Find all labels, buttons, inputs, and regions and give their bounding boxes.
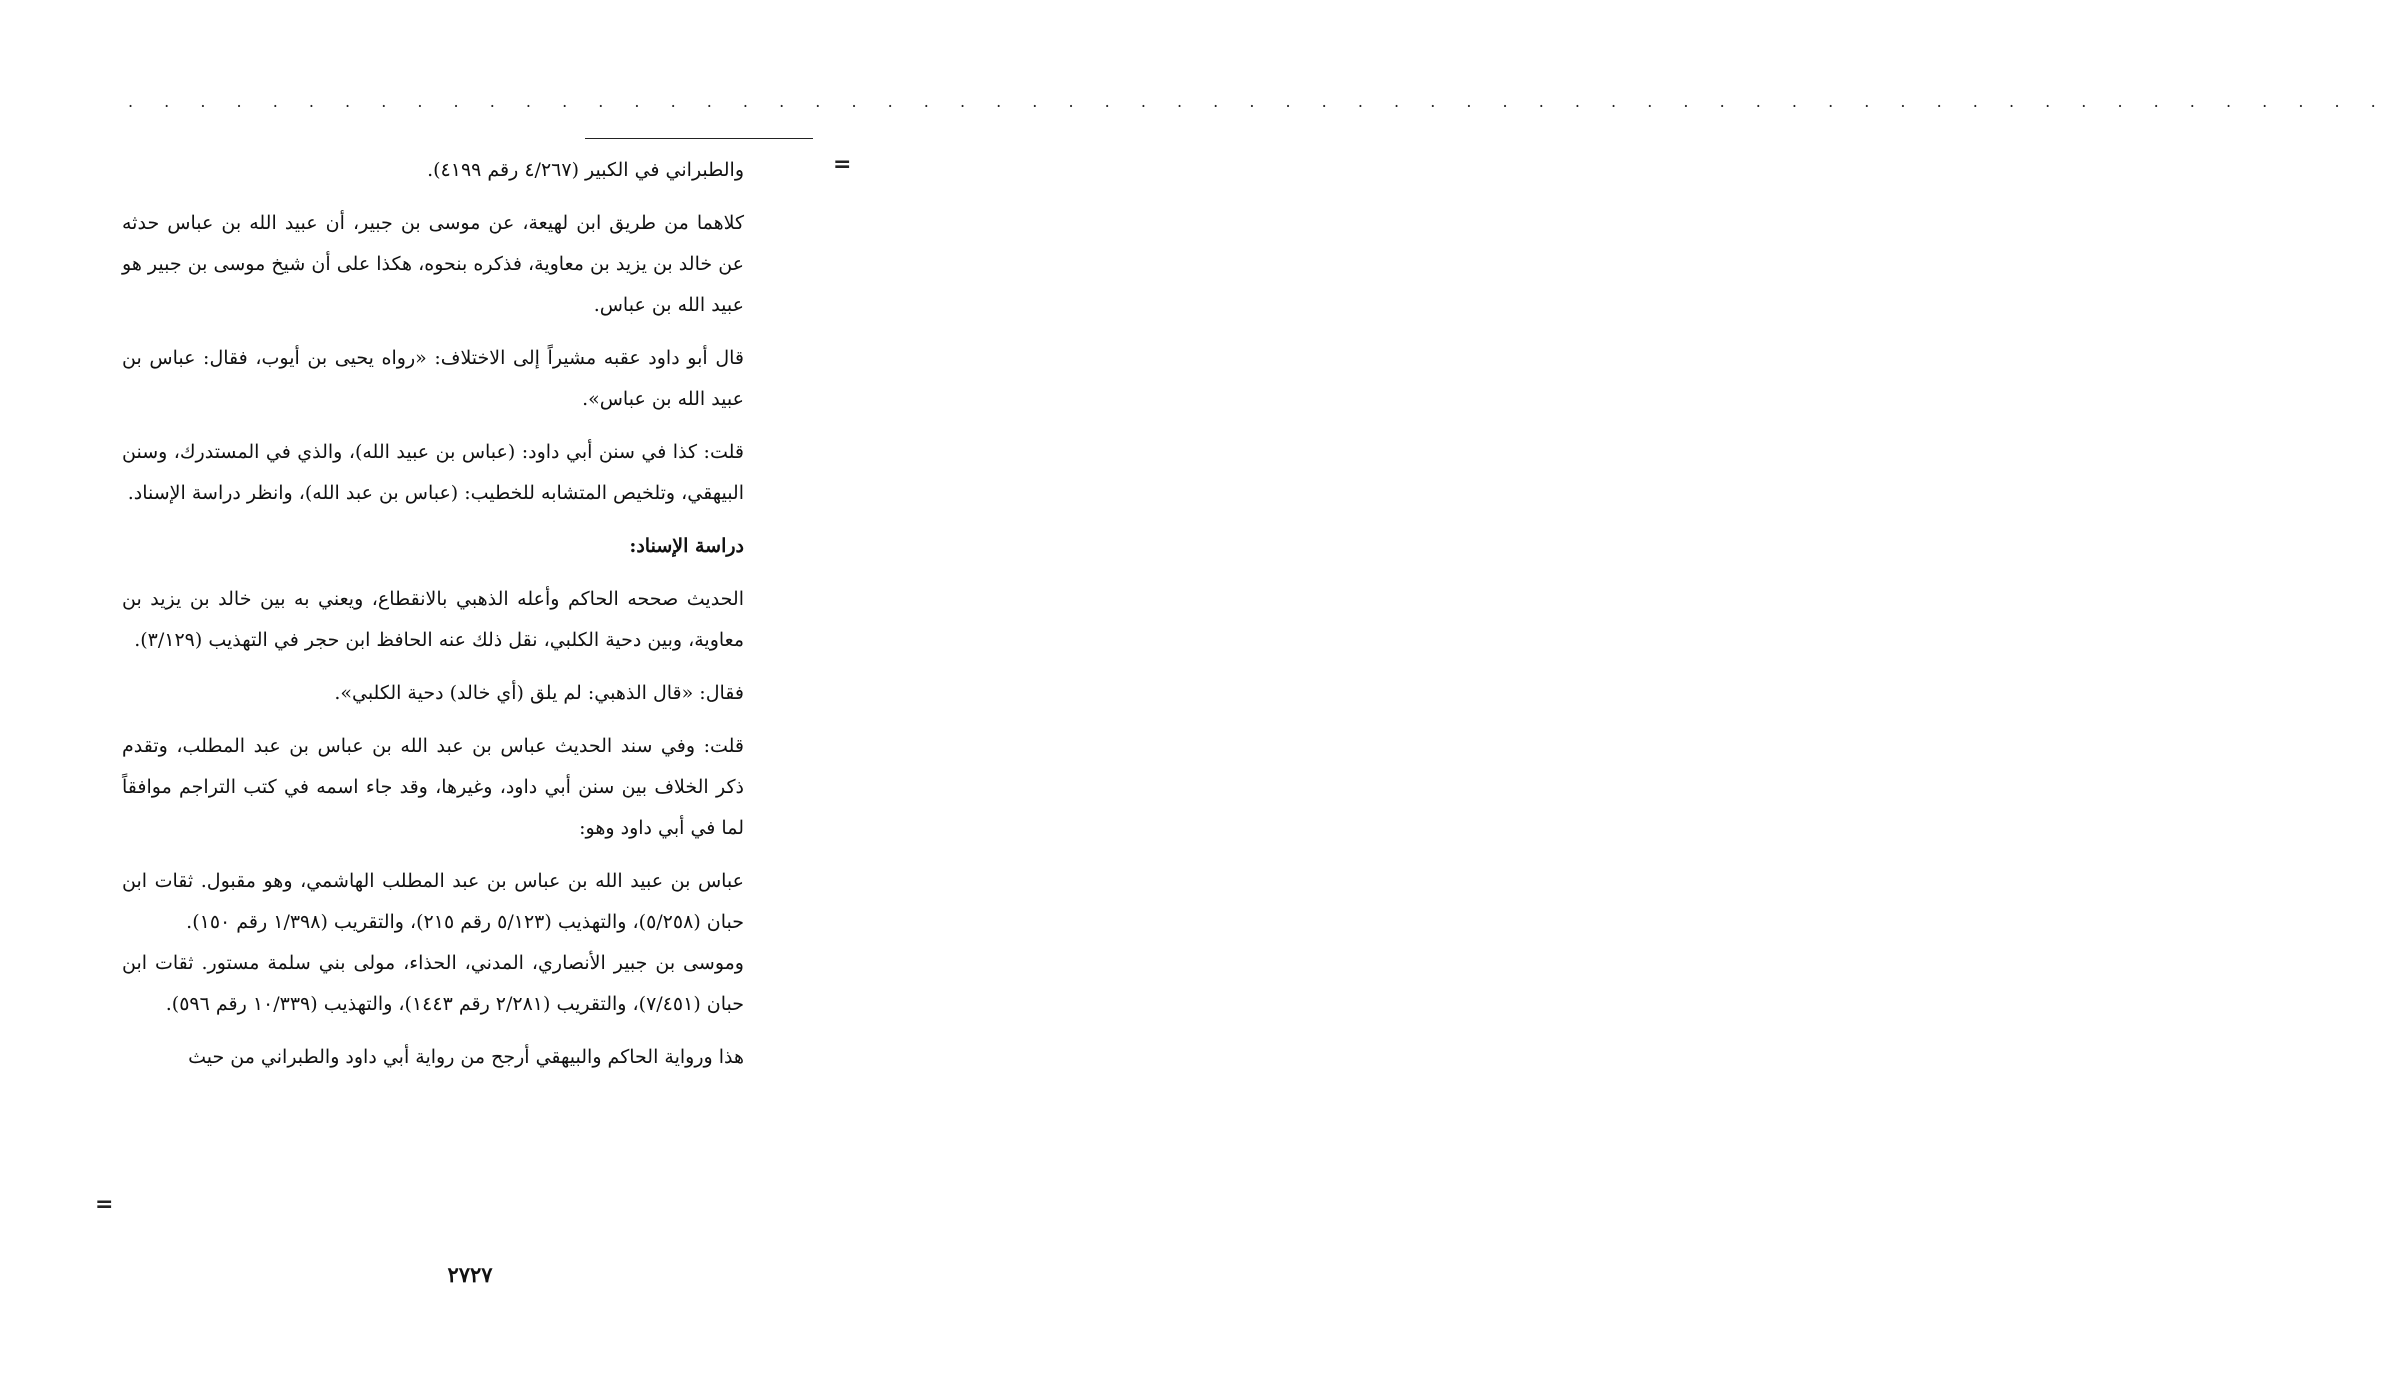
continuation-mark-bottom: = bbox=[95, 1192, 114, 1217]
footnote-body bbox=[122, 150, 744, 1078]
paragraph-grading: الحديث صححه الحاكم وأعله الذهبي بالانقطاع، ويعني به بين خالد بن يزيد بن معاوية، وبين دحية الكلبي، نقل ذلك عنه الحافظ ابن حجر في التهذيب (٣/١٢٩). bbox=[122, 588, 744, 651]
continuation-mark-top: = bbox=[833, 152, 852, 177]
footnote-separator-dots: . . . . . . . . . . . . . . . . . . . . . . . . . . . . . . . . . . . . . . . . . . . . . . . . . . . . . . . . . . . . . . . bbox=[128, 92, 2389, 111]
section-heading: دراسة الإسناد: bbox=[629, 535, 744, 557]
footnote-continuation: والطبراني في الكبير (٤/٢٦٧ رقم ٤١٩٩). bbox=[427, 159, 744, 181]
paragraph-abu-dawud-comment: قال أبو داود عقبه مشيراً إلى الاختلاف: «رواه يحيى بن أيوب، فقال: عباس بن عبيد الله بن عباس». bbox=[122, 347, 744, 410]
paragraph-chain-note: قلت: وفي سند الحديث عباس بن عبد الله بن عباس بن عبد المطلب، وتقدم ذكر الخلاف بين سنن أبي داود، وغيرها، وقد جاء اسمه في كتب التراجم موافقاً لما في أبي داود وهو: bbox=[122, 735, 744, 839]
paragraph-narrator-musa: وموسى بن جبير الأنصاري، المدني، الحذاء، مولى بني سلمة مستور. ثقات ابن حبان (٧/٤٥١)، والتقريب (٢/٢٨١ رقم ١٤٤٣)، والتهذيب (١٠/٣٣٩ رقم ٥٩٦). bbox=[122, 952, 744, 1015]
page-number: ٢٧٢٧ bbox=[447, 1262, 493, 1287]
footnote-rule bbox=[585, 138, 813, 139]
paragraph-note-names: قلت: كذا في سنن أبي داود: (عباس بن عبيد الله)، والذي في المستدرك، وسنن البيهقي، وتلخيص المتشابه للخطيب: (عباس بن عبد الله)، وانظر دراسة الإسناد. bbox=[122, 441, 744, 504]
paragraph-chain: كلاهما من طريق ابن لهيعة، عن موسى بن جبير، أن عبيد الله بن عباس حدثه عن خالد بن يزيد بن معاوية، فذكره بنحوه، هكذا على أن شيخ موسى بن جبير هو عبيد الله بن عباس. bbox=[122, 212, 744, 316]
paragraph-conclusion: هذا ورواية الحاكم والبيهقي أرجح من رواية أبي داود والطبراني من حيث bbox=[188, 1046, 744, 1068]
paragraph-dhahabi-quote: فقال: «قال الذهبي: لم يلق (أي خالد) دحية الكلبي». bbox=[334, 682, 744, 704]
paragraph-narrator-abbas: عباس بن عبيد الله بن عباس بن عبد المطلب الهاشمي، وهو مقبول. ثقات ابن حبان (٥/٢٥٨)، والتهذيب (٥/١٢٣ رقم ٢١٥)، والتقريب (١/٣٩٨ رقم ١٥٠). bbox=[122, 870, 744, 933]
